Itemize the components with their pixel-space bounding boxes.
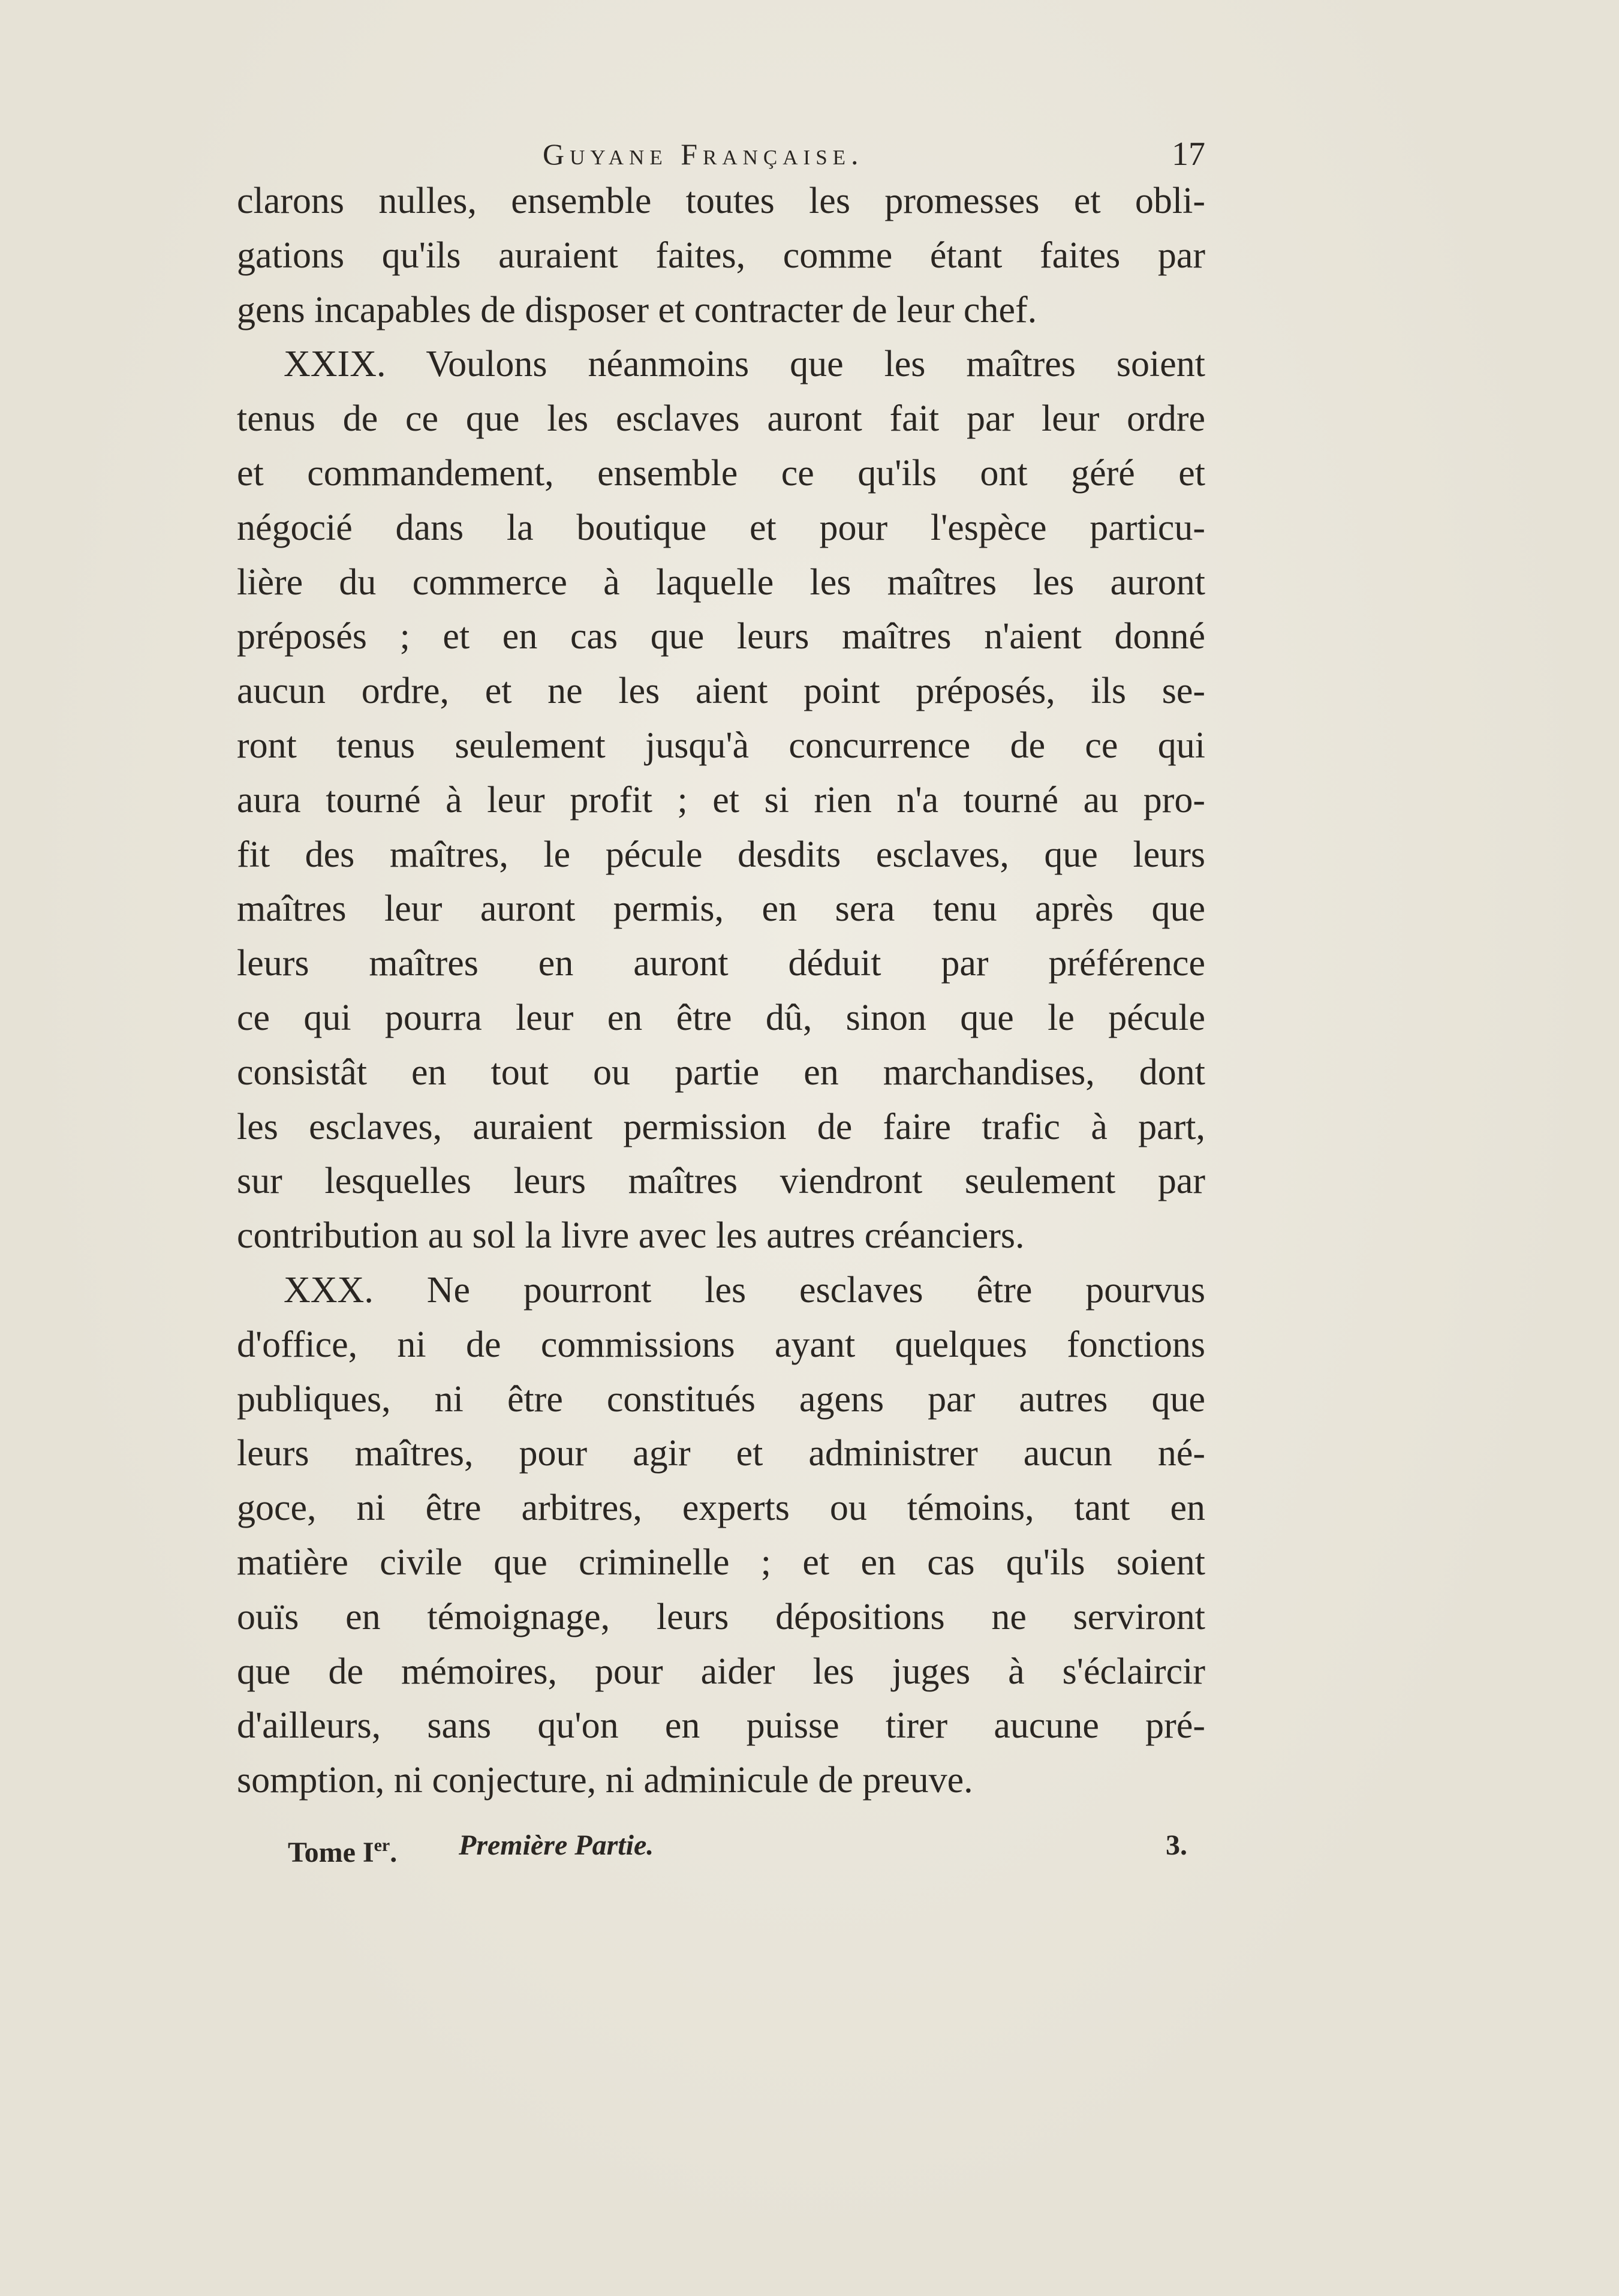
text-line: gens incapables de disposer et contracter de leur chef. <box>237 289 1037 330</box>
page-footer <box>288 1825 1187 1867</box>
text-line: négocié dans la boutique et pour l'espèce particu- <box>237 507 1205 548</box>
text-line: aucun ordre, et ne les aient point préposés, ils se- <box>237 671 1205 712</box>
text-line: matière civile que criminelle ; et en cas qu'ils soient <box>237 1541 1205 1583</box>
page-number: 17 <box>1172 136 1205 173</box>
signature-mark: 3. <box>1166 1829 1187 1861</box>
text-line: lière du commerce à laquelle les maîtres les auront <box>237 561 1205 603</box>
text-line: et commandement, ensemble ce qu'ils ont géré et <box>237 452 1205 494</box>
text-line: maîtres leur auront permis, en sera tenu après que <box>237 888 1205 930</box>
text-line: les esclaves, auraient permission de faire trafic à part, <box>237 1106 1205 1147</box>
running-head <box>237 133 1205 175</box>
text-line: que de mémoires, pour aider les juges à s'éclaircir <box>237 1651 1205 1692</box>
text-line: fit des maîtres, le pécule desdits esclaves, que leurs <box>237 834 1205 875</box>
article-xxx-start: XXX. Ne pourront les esclaves être pourvus <box>284 1269 1205 1311</box>
text-line: d'office, ni de commissions ayant quelques fonctions <box>237 1324 1205 1365</box>
footer-part: Première Partie. <box>459 1829 654 1861</box>
text-line: leurs maîtres en auront déduit par préférence <box>237 943 1205 984</box>
text-line: consistât en tout ou partie en marchandises, dont <box>237 1051 1205 1093</box>
text-line: goce, ni être arbitres, experts ou témoins, tant en <box>237 1487 1205 1529</box>
text-line: contribution au sol la livre avec les autres créanciers. <box>237 1215 1025 1257</box>
text-line: aura tourné à leur profit ; et si rien n'a tourné au pro- <box>237 779 1205 821</box>
text-line: d'ailleurs, sans qu'on en puisse tirer aucune pré- <box>237 1705 1205 1747</box>
text-line: tenus de ce que les esclaves auront fait par leur ordre <box>237 398 1205 440</box>
text-line: clarons nulles, ensemble toutes les promesses et obli- <box>237 181 1205 221</box>
text-line: ront tenus seulement jusqu'à concurrence de ce qui <box>237 725 1205 766</box>
text-line: publiques, ni être constitués agens par autres que <box>237 1378 1205 1420</box>
article-xxix-start: XXIX. Voulons néanmoins que les maîtres soient <box>284 344 1205 385</box>
text-line: ce qui pourra leur en être dû, sinon que le pécule <box>237 997 1205 1038</box>
text-line: préposés ; et en cas que leurs maîtres n'aient donné <box>237 616 1205 657</box>
footer-volume: Tome Ier. <box>288 1835 398 1868</box>
running-title: Guyane Française. <box>543 137 864 171</box>
text-line: sur lesquelles leurs maîtres viendront seulement par <box>237 1161 1205 1202</box>
text-line: leurs maîtres, pour agir et administrer aucun né- <box>237 1433 1205 1474</box>
body-text <box>237 174 1205 1808</box>
text-line: somption, ni conjecture, ni adminicule de preuve. <box>237 1760 973 1801</box>
text-line: ouïs en témoignage, leurs dépositions ne serviront <box>237 1596 1205 1637</box>
text-line: gations qu'ils auraient faites, comme étant faites par <box>237 235 1205 276</box>
